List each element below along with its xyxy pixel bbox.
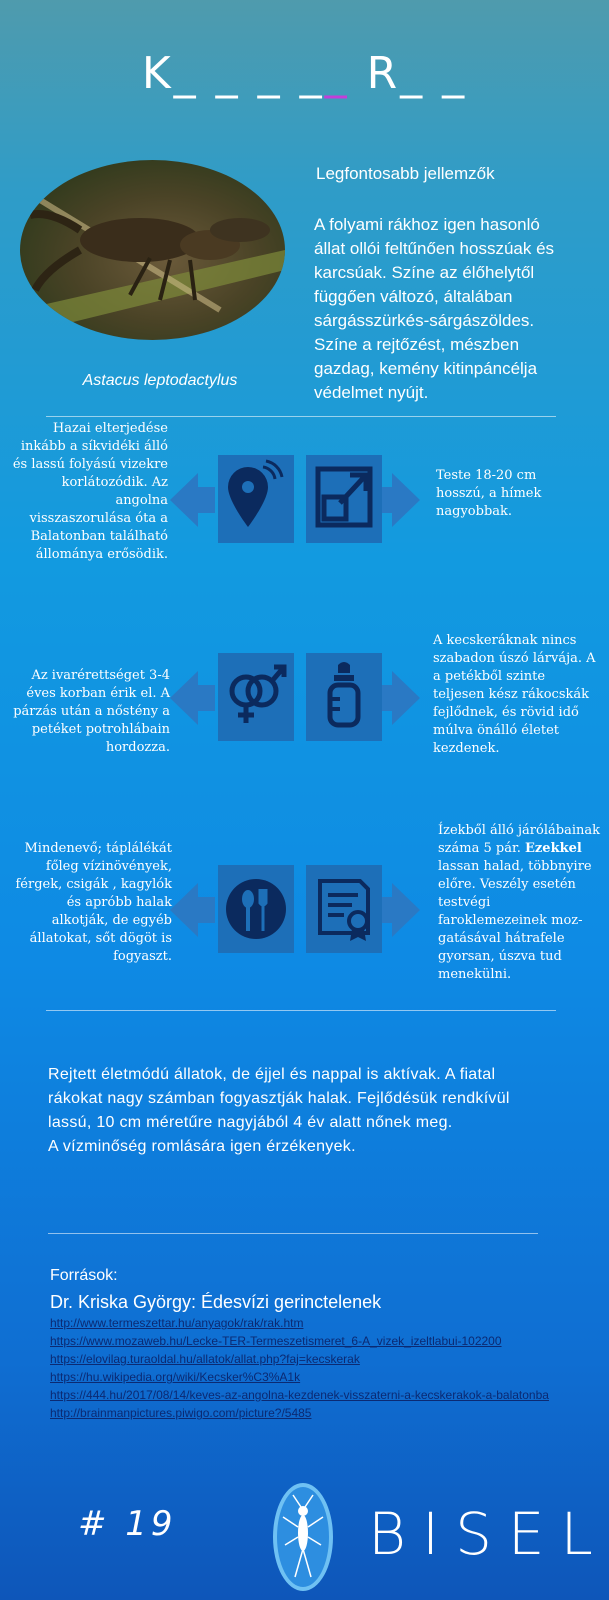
source-link[interactable]: https://elovilag.turaoldal.hu/allatok/allat.php?faj=kecskerak	[50, 1352, 360, 1366]
certificate-tile	[306, 865, 382, 953]
diet-text: Mindenevő; táplálékát főleg vízinövények, férgek, csigák , kagylók és apróbb halak alkotják, de egyéb állatokat, sőt dögöt is fogyaszt.	[15, 841, 172, 964]
sources-heading: Források:	[50, 1267, 118, 1284]
baby-bottle-icon	[306, 653, 382, 741]
latin-name: Astacus leptodactylus	[82, 372, 238, 389]
cutlery-tile	[218, 865, 294, 953]
map-pin-tile	[218, 455, 294, 543]
insect-logo-icon	[273, 1483, 333, 1591]
divider	[46, 1010, 556, 1011]
issue-number: # 19	[78, 1504, 177, 1544]
source-link[interactable]: http://www.termeszettar.hu/anyagok/rak/rak.htm	[50, 1316, 304, 1330]
lifestyle-text: Rejtett életmódú állatok, de éjjel és nappal is aktívak. A fiatal rákokat nagy számban fogyasztják halak. Fejlődésük rendkívül lassú, 10 cm méretűre nagyjából 4 év alatt nőnek meg. A vízminőség romlására igen érzékenyek.	[48, 1066, 510, 1155]
baby-bottle-tile	[306, 653, 382, 741]
divider	[46, 416, 556, 417]
source-link[interactable]: https://444.hu/2017/08/14/keves-az-angolna-kezdenek-visszaterni-a-kecskerakok-a-balatonba	[50, 1388, 549, 1402]
map-pin-icon	[218, 455, 294, 543]
resize-tile	[306, 455, 382, 543]
arrows-row-1	[170, 455, 420, 545]
key-features-text: A folyami rákhoz igen hasonló állat ollói feltűnően hosszúak és karcsúak. Színe az élőhelytől függően változó, általában sárgásszürkés-sárgászöldes. Színe a rejtőzést, mészben gazdag, kemény kitinpáncélja védelmet nyújt.	[314, 215, 555, 402]
certificate-icon	[306, 865, 382, 953]
cutlery-icon	[218, 865, 294, 953]
source-link[interactable]: http://brainmanpictures.piwigo.com/picture?/5485	[50, 1406, 312, 1420]
sources-book: Dr. Kriska György: Édesvízi gerinctelenek	[50, 1292, 382, 1312]
divider	[48, 1233, 538, 1234]
resize-icon	[306, 455, 382, 543]
legs-text: Ízekből álló járólábainak száma 5 pár. Ezekkel lassan halad, többnyire előre. Veszély esetén testvégi faroklemezeinek moz-gatásával hátrafele gyorsan, úszva tud menekülni.	[438, 823, 600, 982]
page-title: K_ _ _ __ R_ _	[141, 48, 468, 99]
source-link[interactable]: https://www.mozaweb.hu/Lecke-TER-Termeszetismeret_6-A_vizek_izeltlabui-102200	[50, 1334, 502, 1348]
gender-icon	[218, 653, 294, 741]
arrows-row-3	[170, 865, 420, 955]
sources-links	[50, 1314, 570, 1422]
brand-logo: BISEL	[368, 1500, 609, 1568]
arrows-row-2	[170, 653, 420, 743]
key-features-heading: Legfontosabb jellemzők	[316, 164, 495, 183]
gender-tile	[218, 653, 294, 741]
larva-text: A kecskeráknak nincs szabadon úszó lárvája. A a petékből szinte teljesen kész rákocskák fejlődnek, és rövid idő múlva önálló életet kezdenek.	[433, 633, 596, 756]
maturity-text: Az ivarérettséget 3-4 éves korban érik el. A párzás után a nőstény a petéket potrohlábain hordozza.	[13, 668, 170, 755]
size-text: Teste 18-20 cm hosszú, a hímek nagyobbak.	[436, 468, 542, 519]
distribution-text: Hazai elterjedése inkább a síkvidéki álló és lassú folyású vizekre korlátozódik. Az angolna visszaszorulása óta a Balatonban található állománya erősödik.	[12, 421, 168, 562]
source-link[interactable]: https://hu.wikipedia.org/wiki/Kecsker%C3%A1k	[50, 1370, 301, 1384]
crayfish-photo	[20, 160, 285, 340]
